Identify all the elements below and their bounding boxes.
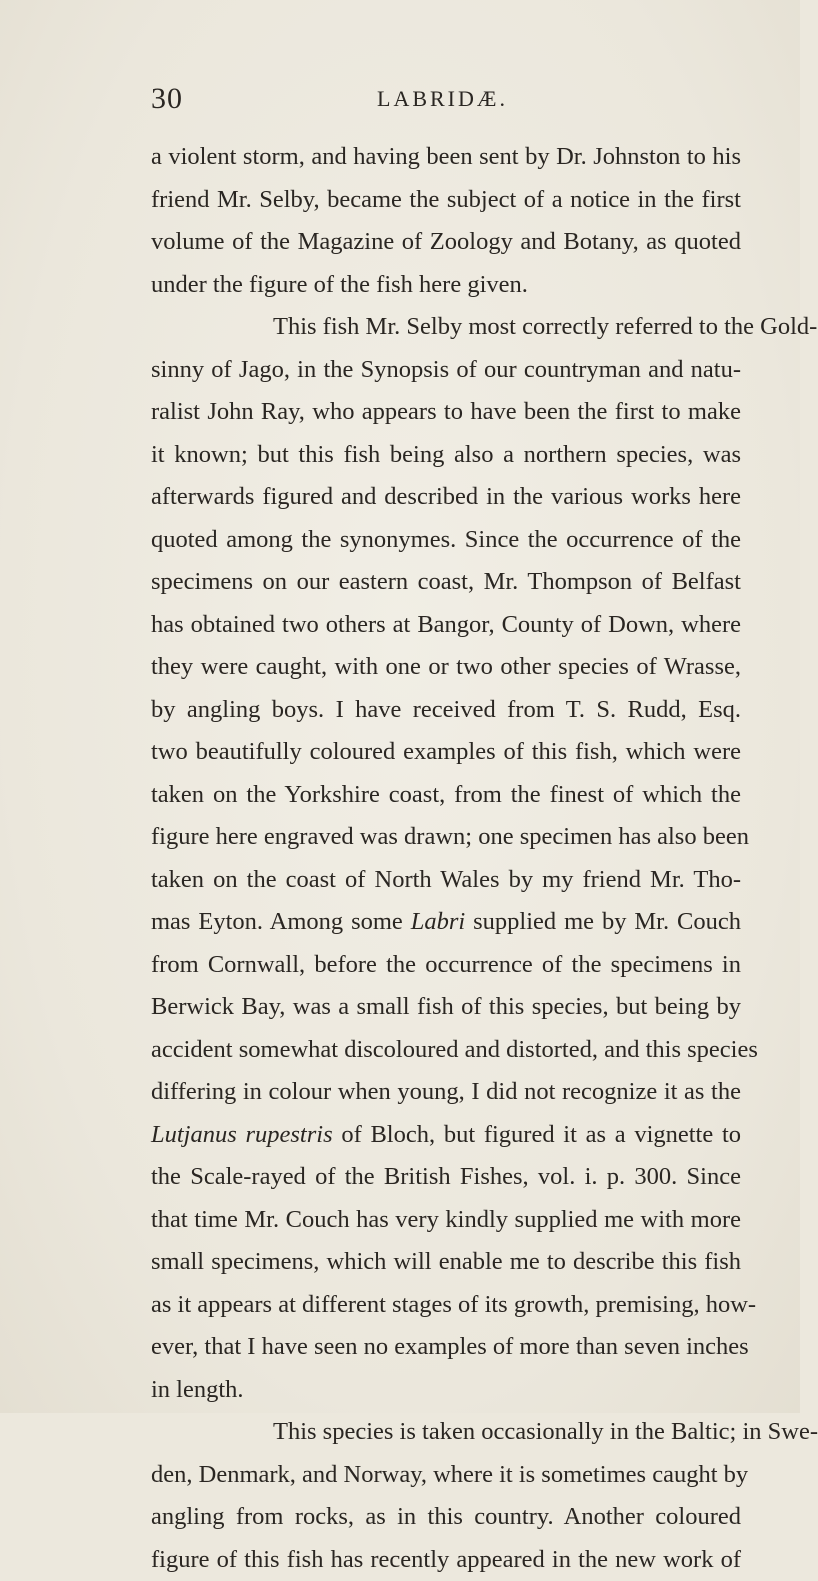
text-line: has obtained two others at Bangor, County of Down, where (151, 604, 741, 647)
text-line: den, Denmark, and Norway, where it is sometimes caught by (151, 1454, 741, 1497)
text-line: sinny of Jago, in the Synopsis of our countryman and natu- (151, 349, 741, 392)
text-line: This species is taken occasionally in the Baltic; in Swe- (151, 1411, 741, 1454)
italic-term: Lutjanus rupestris (151, 1121, 333, 1148)
text-line: This fish Mr. Selby most correctly referred to the Gold- (151, 306, 741, 349)
text-line: ralist John Ray, who appears to have been the first to make (151, 391, 741, 434)
text-line: ever, that I have seen no examples of more than seven inches (151, 1326, 741, 1369)
text-line: under the figure of the fish here given. (151, 264, 741, 307)
text-line: figure here engraved was drawn; one specimen has also been (151, 816, 741, 859)
page-header (151, 82, 741, 122)
running-head: LABRIDÆ. (377, 86, 508, 112)
text-line: differing in colour when young, I did not recognize it as the (151, 1071, 741, 1114)
text-line: by angling boys. I have received from T. S. Rudd, Esq. (151, 689, 741, 732)
page-number: 30 (151, 82, 183, 116)
text-line: taken on the Yorkshire coast, from the finest of which the (151, 774, 741, 817)
text-line: Lutjanus rupestris of Bloch, but figured it as a vignette to (151, 1114, 741, 1157)
text-line: accident somewhat discoloured and distorted, and this species (151, 1029, 741, 1072)
text-line: small specimens, which will enable me to describe this fish (151, 1241, 741, 1284)
text-line: the Scale-rayed of the British Fishes, vol. i. p. 300. Since (151, 1156, 741, 1199)
text-line: Berwick Bay, was a small fish of this species, but being by (151, 986, 741, 1029)
text-line: afterwards figured and described in the various works here (151, 476, 741, 519)
text-line: volume of the Magazine of Zoology and Botany, as quoted (151, 221, 741, 264)
text-line: it known; but this fish being also a northern species, was (151, 434, 741, 477)
text-line: quoted among the synonymes. Since the occurrence of the (151, 519, 741, 562)
text-line: mas Eyton. Among some Labri supplied me by Mr. Couch (151, 901, 741, 944)
text-line: in length. (151, 1369, 741, 1412)
text-line: figure of this fish has recently appeared in the new work of (151, 1539, 741, 1581)
text-line: taken on the coast of North Wales by my friend Mr. Tho- (151, 859, 741, 902)
text-line: friend Mr. Selby, became the subject of a notice in the first (151, 179, 741, 222)
italic-term: Labri (411, 908, 465, 935)
text-line: as it appears at different stages of its growth, premising, how- (151, 1284, 741, 1327)
text-line: two beautifully coloured examples of this fish, which were (151, 731, 741, 774)
text-line: that time Mr. Couch has very kindly supplied me with more (151, 1199, 741, 1242)
text-line: from Cornwall, before the occurrence of the specimens in (151, 944, 741, 987)
text-line: angling from rocks, as in this country. Another coloured (151, 1496, 741, 1539)
body-text (151, 136, 741, 1581)
text-line: a violent storm, and having been sent by Dr. Johnston to his (151, 136, 741, 179)
text-line: specimens on our eastern coast, Mr. Thompson of Belfast (151, 561, 741, 604)
text-line: they were caught, with one or two other species of Wrasse, (151, 646, 741, 689)
